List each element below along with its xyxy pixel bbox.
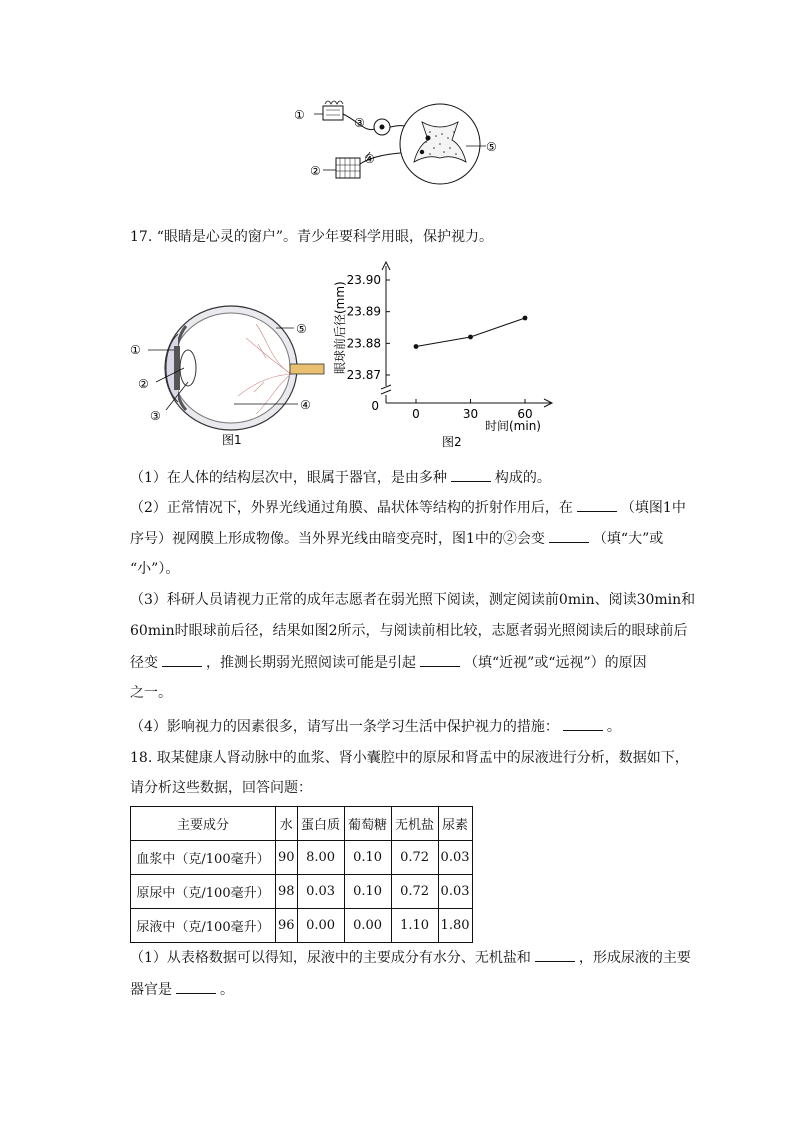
eye-label-5: ⑤ <box>296 322 307 336</box>
answer-blank[interactable] <box>549 528 589 543</box>
axial-length-chart <box>330 258 560 448</box>
q18-stem-2: 请分析这些数据，回答问题： <box>130 780 312 796</box>
lens <box>180 350 196 386</box>
q17-p1-text-b: 构成的。 <box>494 470 551 486</box>
y-axis <box>347 262 391 403</box>
table-header: 主要成分 <box>131 807 276 841</box>
table-header-row <box>131 807 473 841</box>
x-tick-label: 30 <box>462 407 479 421</box>
q17-p2b-text-a: 序号）视网膜上形成物像。当外界光线由暗变亮时，图1中的②会变 <box>130 531 545 547</box>
reflex-label-1: ① <box>294 108 305 122</box>
reflex-label-5: ⑤ <box>486 140 497 154</box>
q17-p3c-text-b: ，推测长期弱光照阅读可能是引起 <box>206 655 416 671</box>
q17-p2a-text-b: （填图1中 <box>620 500 686 516</box>
table-header: 葡萄糖 <box>344 807 391 841</box>
y-tick-label: 23.87 <box>346 368 381 382</box>
eye-label-1: ① <box>130 343 141 357</box>
effector-muscle <box>336 158 360 178</box>
table-cell: 0.10 <box>344 841 391 875</box>
answer-blank[interactable] <box>176 979 216 994</box>
table-header: 尿素 <box>438 807 472 841</box>
table-cell: 血浆中（克/100毫升） <box>131 841 276 875</box>
table-cell: 1.80 <box>438 909 472 943</box>
table-cell: 原尿中（克/100毫升） <box>131 875 276 909</box>
table-cell: 1.10 <box>391 909 438 943</box>
y-tick-label: 23.89 <box>346 304 381 319</box>
table-cell: 0.10 <box>344 875 391 909</box>
table-cell: 0.00 <box>297 909 344 943</box>
y-tick-label: 23.90 <box>346 273 381 287</box>
table-header: 水 <box>276 807 298 841</box>
q17-p3d: 之一。 <box>130 685 172 701</box>
eye-label-3: ③ <box>150 409 161 423</box>
answer-blank[interactable] <box>162 652 202 667</box>
q17-p2a <box>130 497 686 518</box>
eye-label-4: ④ <box>300 398 311 412</box>
table-row <box>131 909 473 943</box>
eye-label-2: ② <box>138 377 149 391</box>
x-tick-label: 60 <box>517 407 533 421</box>
chart-ylabel: 眼球前后径(mm) <box>333 281 347 374</box>
q17-p2c: “小”）。 <box>130 561 180 577</box>
q17-p4-text-b: 。 <box>606 719 621 735</box>
data-point <box>414 344 419 349</box>
reflex-arc-figure <box>290 92 510 192</box>
table-cell: 0.03 <box>438 841 472 875</box>
table-cell: 8.00 <box>297 841 344 875</box>
answer-blank[interactable] <box>451 467 491 482</box>
q18-p1a-text-b: ，形成尿液的主要 <box>578 950 691 966</box>
q17-p1 <box>130 467 551 488</box>
q17-p3b: 60min时眼球前后径，结果如图2所示，与阅读前相比较，志愿者弱光照阅读后的眼球前后 <box>130 623 688 639</box>
table-cell: 0.72 <box>391 841 438 875</box>
table-cell: 90 <box>276 841 298 875</box>
table-header: 蛋白质 <box>297 807 344 841</box>
reflex-label-4: ④ <box>364 152 375 166</box>
q17-p4 <box>130 716 621 737</box>
chart-xlabel: 时间(min) <box>485 419 541 433</box>
answer-blank[interactable] <box>420 652 460 667</box>
table-cell: 0.03 <box>438 875 472 909</box>
q18-p1b-text-b: 。 <box>220 982 234 998</box>
reflex-label-3: ③ <box>354 116 365 130</box>
q18-stem-1: 18. 取某健康人肾动脉中的血浆、肾小囊腔中的原尿和肾盂中的尿液进行分析，数据如下， <box>130 750 689 766</box>
eye-diagram <box>126 296 326 446</box>
q17-stem: 17. “眼睛是心灵的窗户”。青少年要科学用眼，保护视力。 <box>130 229 494 245</box>
q17-p3c <box>130 652 647 673</box>
q18-p1a <box>130 947 691 968</box>
table-cell: 0.72 <box>391 875 438 909</box>
q17-p1-text-a: （1）在人体的结构层次中，眼属于器官，是由多种 <box>130 470 447 486</box>
x-tick-label: 0 <box>412 407 420 421</box>
table-cell: 98 <box>276 875 298 909</box>
table-header: 无机盐 <box>391 807 438 841</box>
data-point <box>523 316 528 321</box>
series-line <box>416 318 525 347</box>
table-row <box>131 875 473 909</box>
q17-p2b-text-b: （填“大”或 <box>592 531 664 547</box>
answer-blank[interactable] <box>563 716 603 731</box>
reflex-label-2: ② <box>310 164 321 178</box>
q17-p4-text-a: （4）影响视力的因素很多，请写出一条学习生活中保护视力的措施： <box>130 719 559 735</box>
receptor-skin <box>323 101 343 120</box>
data-point <box>468 335 473 340</box>
table-cell: 96 <box>276 909 298 943</box>
urine-composition-table <box>130 806 473 943</box>
table-cell: 0.03 <box>297 875 344 909</box>
answer-blank[interactable] <box>535 947 575 962</box>
q18-p1b-text-a: 器官是 <box>130 982 172 998</box>
q17-p2a-text-a: （2）正常情况下，外界光线通过角膜、晶状体等结构的折射作用后，在 <box>130 500 573 516</box>
x-axis <box>386 399 552 421</box>
table-cell: 0.00 <box>344 909 391 943</box>
q17-p2b <box>130 528 663 549</box>
y-tick-label: 23.88 <box>346 336 381 351</box>
fig2-caption: 图2 <box>442 435 462 448</box>
table-row <box>131 841 473 875</box>
q17-p3c-text-c: （填“近视”或“远视”）的原因 <box>464 655 647 671</box>
chart-origin: 0 <box>371 399 379 413</box>
table-cell: 尿液中（克/100毫升） <box>131 909 276 943</box>
q17-p3a: （3）科研人员请视力正常的成年志愿者在弱光照下阅读，测定阅读前0min、阅读30min和 <box>130 592 696 608</box>
axis-break-icon <box>381 385 391 394</box>
q17-p3c-text-a: 径变 <box>130 655 158 671</box>
q18-p1b <box>130 979 234 1000</box>
fig1-caption: 图1 <box>222 433 242 446</box>
answer-blank[interactable] <box>577 497 617 512</box>
q18-p1a-text-a: （1）从表格数据可以得知，尿液中的主要成分有水分、无机盐和 <box>130 950 531 966</box>
